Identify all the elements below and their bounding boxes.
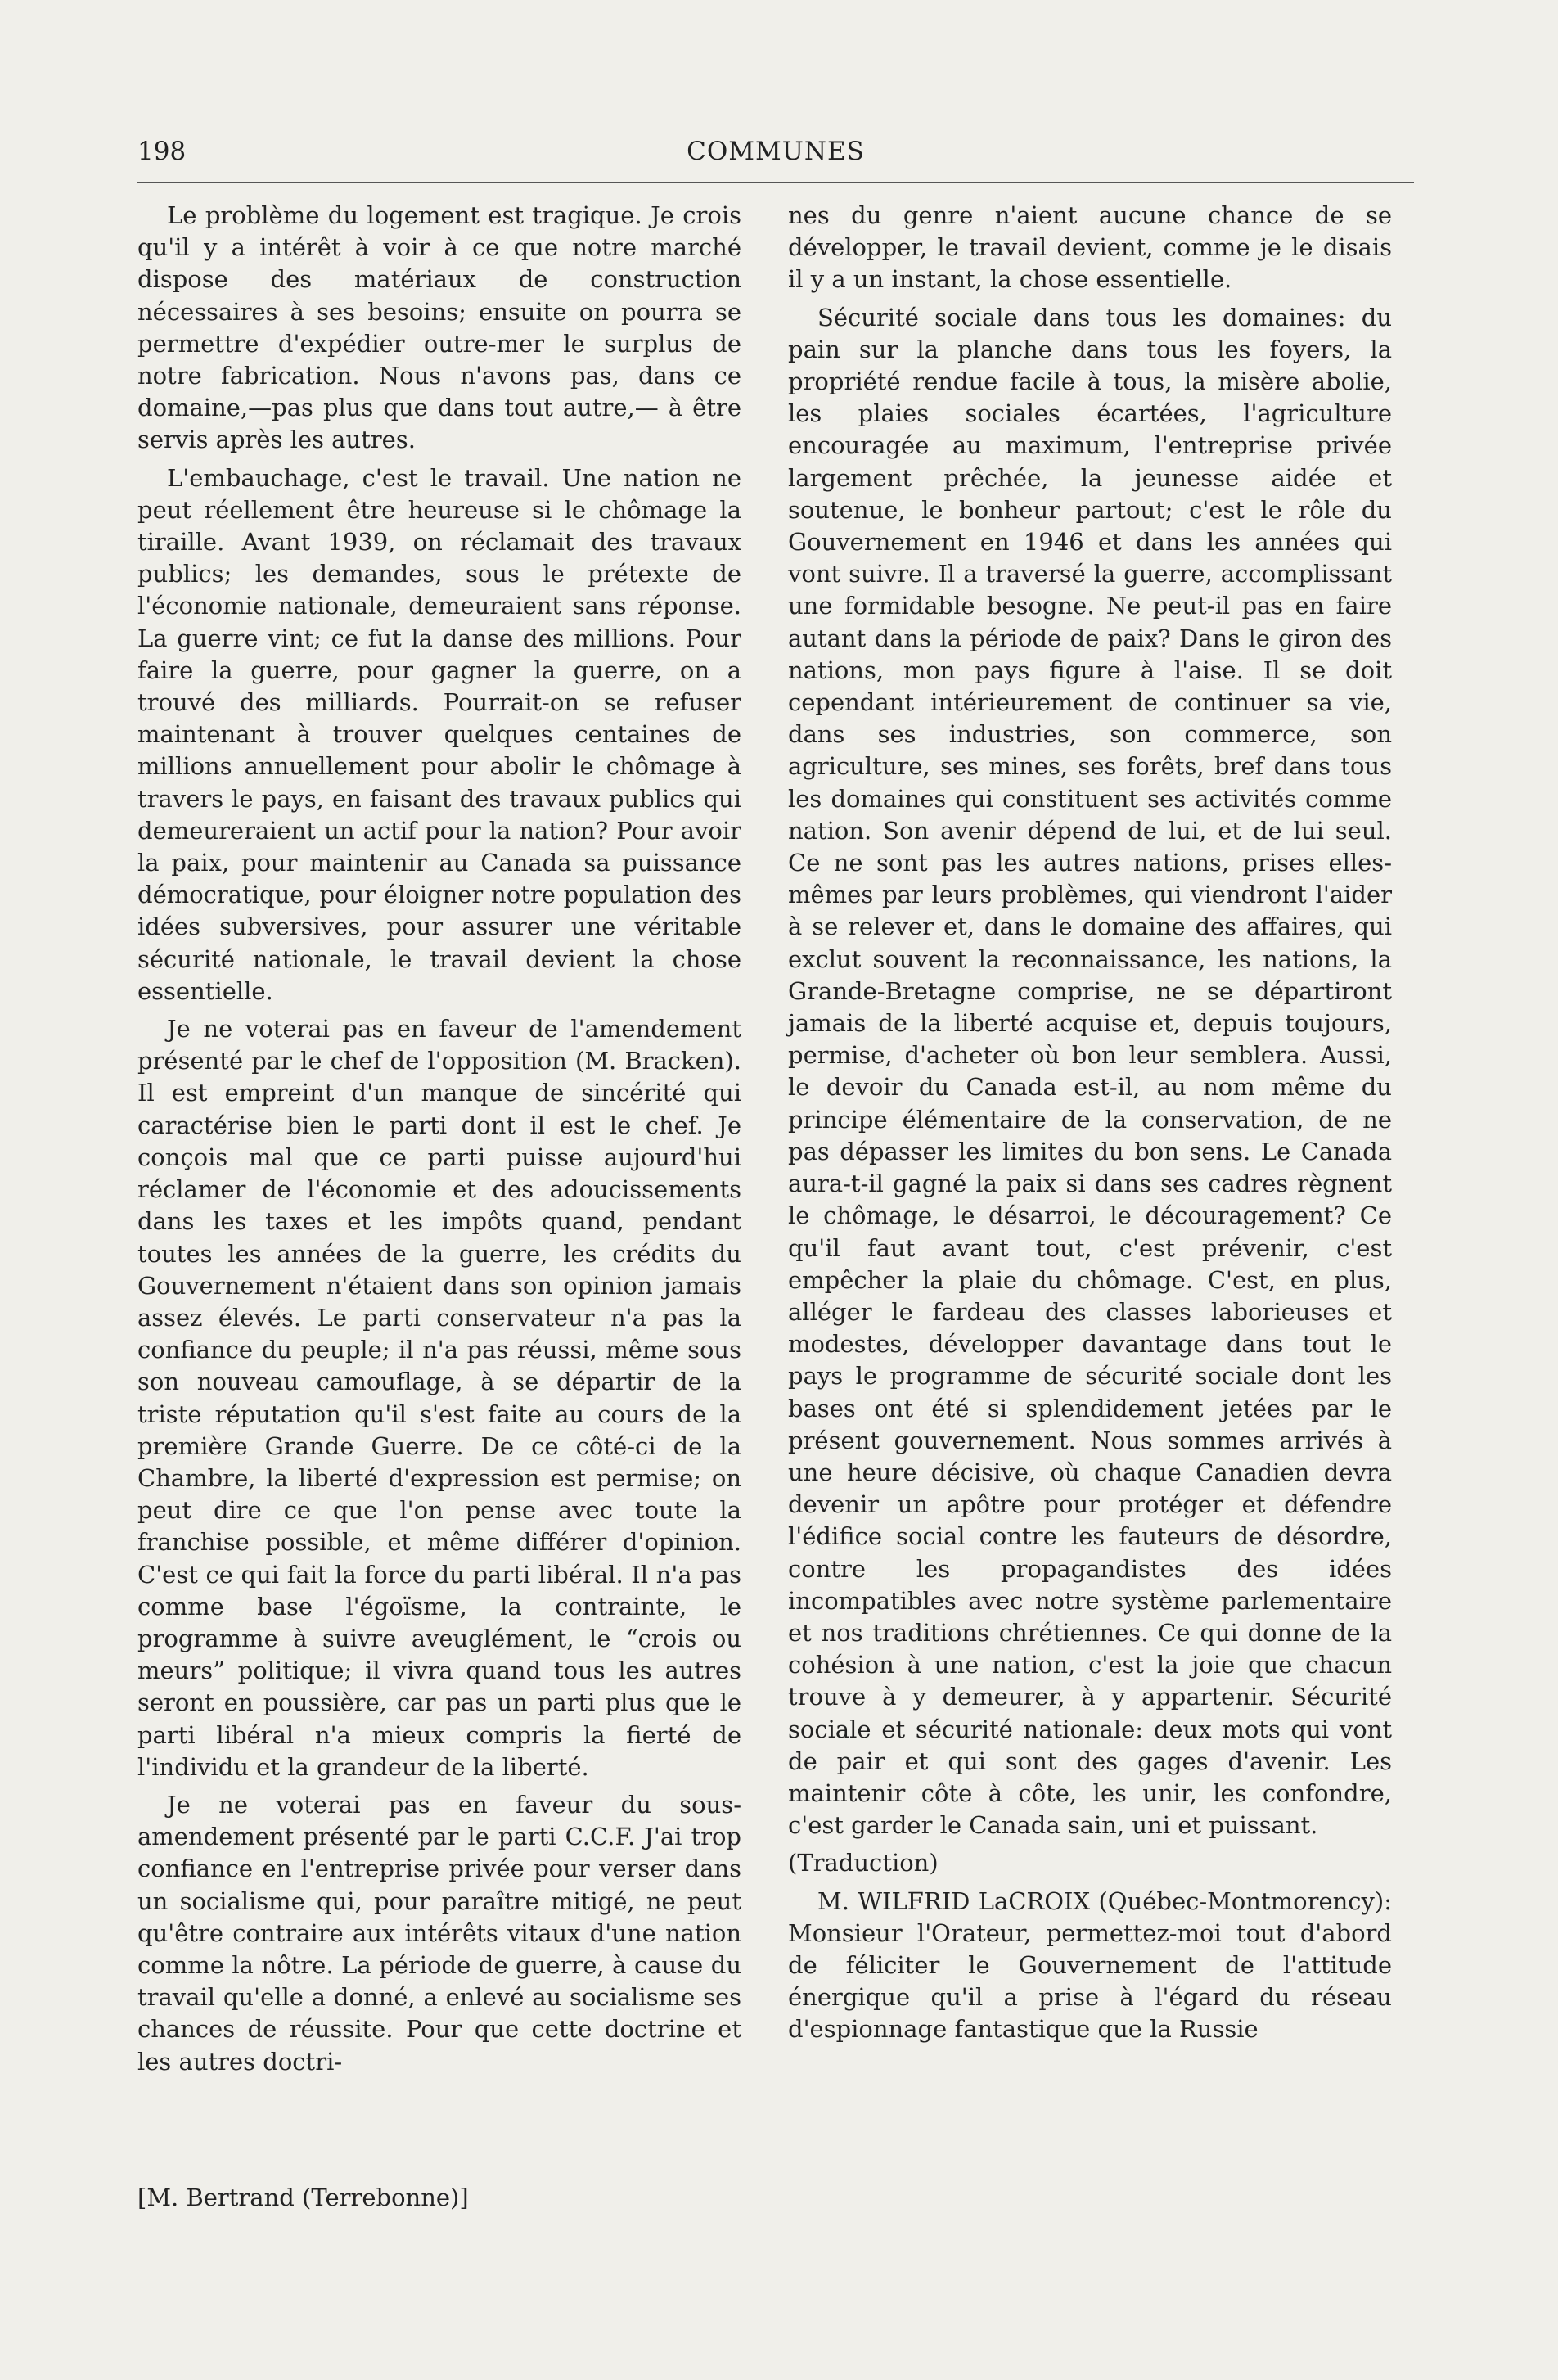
paragraph-sous-amendement: Je ne voterai pas en faveur du sous-amendement présenté par le parti C.C.F. J'ai trop confiance en l'entreprise privée pour verser dans un socialisme qui, pour paraître mitigé, ne peut qu'être contraire aux intérêts vitaux d'une nation comme la nôtre. La période de guerre, à cause du travail qu'elle a donné, a enlevé au socialisme ses chances de réussite. Pour que cette doctrine et les autres doctri- bbox=[137, 1790, 741, 2076]
page-number: 198 bbox=[137, 137, 187, 166]
right-column bbox=[788, 200, 1392, 2052]
paragraph-continuation: nes du genre n'aient aucune chance de se développer, le travail devient, comme je le disais il y a un instant, la chose essentielle. bbox=[788, 201, 1392, 294]
paragraph-amendement: Je ne voterai pas en faveur de l'amendement présenté par le chef de l'opposition (M. Bracken). Il est empreint d'un manque de sincérité qui caractérise bien le parti dont il est le chef. Je conçois mal que ce parti puisse aujourd'hui réclamer de l'économie et des adoucissements dans les taxes et les impôts quand, pendant toutes les années de la guerre, les crédits du Gouvernement n'étaient dans son opinion jamais assez élevés. Le parti conservateur n'a pas la confiance du peuple; il n'a pas réussi, même sous son nouveau camouflage, à se départir de la triste réputation qu'il s'est faite au cours de la première Grande Guerre. De ce côté-ci de la Chambre, la liberté d'expression est permise; on peut dire ce que l'on pense avec toute la franchise possible, et même différer d'opinion. C'est ce qui fait la force du parti libéral. Il n'a pas comme base l'égoïsme, la contrainte, le programme à suivre aveuglément, le “crois ou meurs” politique; il vivra quand tous les autres seront en poussière, car pas un parti plus que le parti libéral n'a mieux compris la fierté de l'individu et la grandeur de la liberté. bbox=[137, 1015, 741, 1781]
paragraph-securite-sociale: Sécurité sociale dans tous les domaines: du pain sur la planche dans tous les foyers, la propriété rendue facile à tous, la misère abolie, les plaies sociales écartées, l'agriculture encouragée au maximum, l'entreprise privée largement prêchée, la jeunesse aidée et soutenue, le bonheur partout; c'est le rôle du Gouvernement en 1946 et dans les années qui vont suivre. Il a traversé la guerre, accomplissant une formidable besogne. Ne peut-il pas en faire autant dans la période de paix? Dans le giron des nations, mon pays figure à l'aise. Il se doit cependant intérieurement de continuer sa vie, dans ses industries, son commerce, son agriculture, ses mines, ses forêts, bref dans tous les domaines qui constituent ses activités comme nation. Son avenir dépend de lui, et de lui seul. Ce ne sont pas les autres nations, prises elles-mêmes par leurs problèmes, qui viendront l'aider à se relever et, dans le domaine des affaires, qui exclut souvent la reconnaissance, les nations, la Grande-Bretagne comprise, ne se départiront jamais de la liberté acquise et, depuis toujours, permise, d'acheter où bon leur semblera. Aussi, le devoir du Canada est-il, au nom même du principe élémentaire de la conservation, de ne pas dépasser les limites du bon sens. Le Canada aura-t-il gagné la paix si dans ses cadres règnent le chômage, le désarroi, le découragement? Ce qu'il faut avant tout, c'est prévenir, c'est empêcher la plaie du chômage. C'est, en plus, alléger le fardeau des classes laborieuses et modestes, développer davantage dans tout le pays le programme de sécurité sociale dont les bases ont été si splendidement jetées par le présent gouvernement. Nous sommes arrivés à une heure décisive, où chaque Canadien devra devenir un apôtre pour protéger et défendre l'édifice social contre les fauteurs de désordre, contre les propagandistes des idées incompatibles avec notre système parlementaire et nos traditions chrétiennes. Ce qui donne de la cohésion à une nation, c'est la joie que chacun trouve à y demeurer, à y appartenir. Sécurité sociale et sécurité nationale: deux mots qui vont de pair et qui sont des gages d'avenir. Les maintenir côte à côte, les unir, les confondre, c'est garder le Canada sain, uni et puissant. bbox=[788, 303, 1392, 1840]
paragraph-logement: Le problème du logement est tragique. Je crois qu'il y a intérêt à voir à ce que notre marché dispose des matériaux de construction nécessaires à ses besoins; ensuite on pourra se permettre d'expédier outre-mer le surplus de notre fabrication. Nous n'avons pas, dans ce domaine,—pas plus que dans tout autre,— à être servis après les autres. bbox=[137, 201, 741, 454]
paragraph-embauchage: L'embauchage, c'est le travail. Une nation ne peut réellement être heureuse si le chômage la tiraille. Avant 1939, on réclamait des travaux publics; les demandes, sous le prétexte de l'économie nationale, demeuraient sans réponse. La guerre vint; ce fut la danse des millions. Pour faire la guerre, pour gagner la guerre, on a trouvé des milliards. Pourrait-on se refuser maintenant à trouver quelques centaines de millions annuellement pour abolir le chômage à travers le pays, en faisant des travaux publics qui demeureraient un actif pour la nation? Pour avoir la paix, pour maintenir au Canada sa puissance démocratique, pour éloigner notre population des idées subversives, pour assurer une véritable sécurité nationale, le travail devient la chose essentielle. bbox=[137, 463, 741, 1005]
translation-note: (Traduction) bbox=[788, 1849, 939, 1877]
speaker-footer-note: [M. Bertrand (Terrebonne)] bbox=[137, 2184, 469, 2211]
running-title: COMMUNES bbox=[687, 137, 865, 166]
header-rule bbox=[137, 182, 1414, 183]
left-column bbox=[137, 200, 741, 2084]
paragraph-lacroix: M. WILFRID LaCROIX (Québec-Montmorency): Monsieur l'Orateur, permettez-moi tout d'abord de féliciter le Gouvernement de l'attitude énergique qu'il a prise à l'égard du réseau d'espionnage fantastique que la Russie bbox=[788, 1886, 1392, 2044]
page-header bbox=[137, 135, 1414, 171]
